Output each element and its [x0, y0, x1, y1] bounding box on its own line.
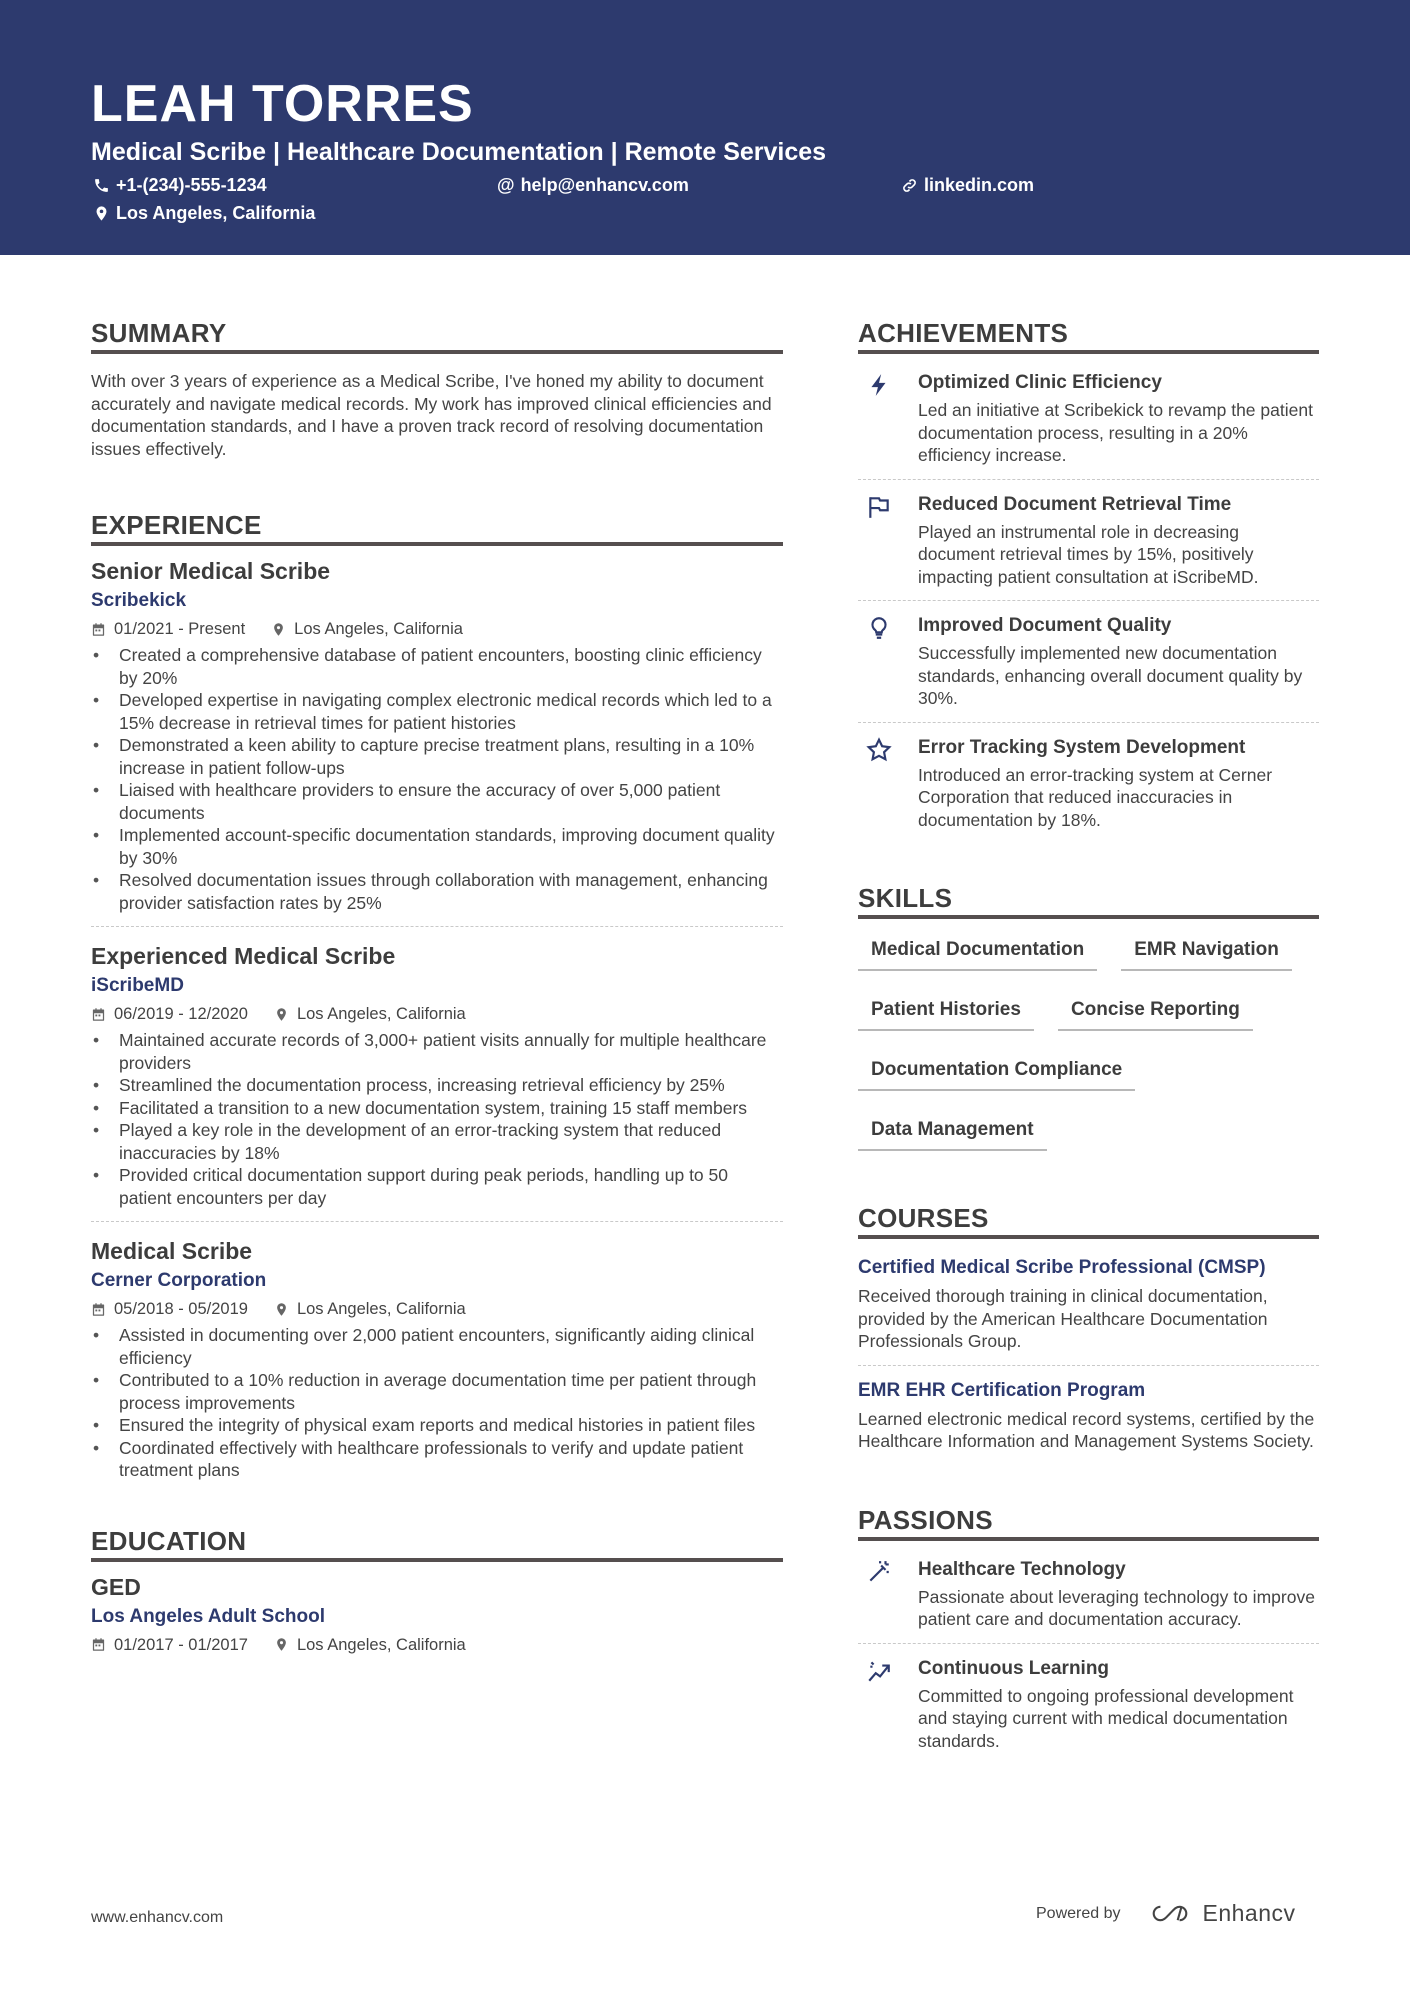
skills-heading: SKILLS	[858, 883, 1319, 919]
job-bullet: • Created a comprehensive database of patient encounters, boosting clinic efficiency by 20%	[91, 644, 783, 689]
course-desc: Received thorough training in clinical documentation, provided by the American Healthcare Documentation Professionals Group.	[858, 1286, 1268, 1351]
courses-section	[858, 1203, 1319, 1465]
magic-wand-icon	[866, 1559, 892, 1585]
location-text: Los Angeles, California	[116, 203, 316, 223]
company-name: iScribeMD	[91, 975, 184, 996]
resume-header	[0, 0, 1410, 255]
course-title: Certified Medical Scribe Professional (CMSP)	[858, 1257, 1266, 1278]
job-bullet: • Facilitated a transition to a new documentation system, training 15 staff members	[91, 1097, 783, 1120]
right-column	[858, 318, 1319, 1764]
growth-icon	[866, 1658, 892, 1684]
skill-tag: Medical Documentation	[858, 929, 1097, 971]
job-location	[274, 1003, 466, 1025]
at-icon: @	[497, 175, 515, 195]
candidate-name: LEAH TORRES	[91, 75, 474, 133]
courses-heading: COURSES	[858, 1203, 1319, 1239]
calendar-icon	[91, 1007, 106, 1022]
footer-website[interactable]: www.enhancv.com	[91, 1909, 224, 1926]
email-text[interactable]: help@enhancv.com	[520, 175, 689, 195]
achievements-section	[858, 318, 1319, 843]
job-bullet: • Liaised with healthcare providers to ensure the accuracy of over 5,000 patient documents	[91, 779, 783, 824]
education-dates: 01/2017 - 01/2017	[114, 1635, 248, 1654]
enhancv-brand-text: Enhancv	[1202, 1900, 1296, 1926]
passions-section	[858, 1505, 1319, 1765]
degree: GED	[91, 1573, 141, 1600]
summary-section	[91, 318, 783, 460]
job-bullet: • Demonstrated a keen ability to capture precise treatment plans, resulting in a 10% increase in patient follow-ups	[91, 734, 783, 779]
job-location-text: Los Angeles, California	[294, 620, 463, 638]
location-pin-icon	[274, 1007, 289, 1022]
enhancv-logo-icon	[1147, 1902, 1193, 1925]
experience-heading: EXPERIENCE	[91, 510, 783, 546]
education-location	[274, 1634, 466, 1656]
job-location	[271, 618, 463, 640]
left-column	[91, 318, 783, 1656]
skills-section	[858, 883, 1319, 1169]
achievements-heading: ACHIEVEMENTS	[858, 318, 1319, 354]
phone-icon	[93, 177, 110, 194]
passion-desc: Passionate about leveraging technology to improve patient care and documentation accuracy.	[918, 1586, 1315, 1629]
job-bullet: • Implemented account-specific documentation standards, improving document quality by 30%	[91, 824, 783, 869]
school-name: Los Angeles Adult School	[91, 1605, 325, 1627]
job-location	[274, 1298, 466, 1320]
company-name: Scribekick	[91, 590, 187, 611]
email-contact[interactable]	[497, 173, 689, 197]
achievement-item	[858, 358, 1319, 480]
link-icon	[901, 177, 918, 194]
linkedin-text[interactable]: linkedin.com	[924, 175, 1035, 195]
linkedin-contact[interactable]	[901, 173, 1034, 197]
job-meta	[91, 618, 783, 640]
course-title: EMR EHR Certification Program	[858, 1379, 1146, 1401]
course-item	[858, 1366, 1319, 1465]
job-bullet: • Assisted in documenting over 2,000 patient encounters, significantly aiding clinical efficiency	[91, 1324, 783, 1369]
job-meta	[91, 1298, 783, 1320]
location-pin-icon	[93, 205, 110, 222]
job-title: Senior Medical Scribe	[91, 558, 331, 584]
skill-tag: Patient Histories	[858, 989, 1034, 1031]
calendar-icon	[91, 1302, 106, 1317]
phone-text: +1-(234)-555-1234	[116, 175, 267, 195]
job-location-text: Los Angeles, California	[296, 1005, 466, 1023]
lightbulb-icon	[866, 615, 892, 641]
education-entry	[91, 1562, 783, 1656]
experience-entry	[91, 1221, 783, 1482]
achievement-desc: Led an initiative at Scribekick to revamp the patient documentation process, resulting in a 20% efficiency increase.	[918, 400, 1313, 465]
education-location-text: Los Angeles, California	[296, 1635, 466, 1654]
passions-heading: PASSIONS	[858, 1505, 1319, 1541]
achievement-title: Improved Document Quality	[918, 615, 1172, 636]
passion-item	[858, 1545, 1319, 1644]
skill-tag: Data Management	[858, 1109, 1047, 1151]
achievement-item	[858, 723, 1319, 844]
experience-section	[91, 510, 783, 1482]
passion-title: Continuous Learning	[918, 1657, 1110, 1679]
course-item	[858, 1243, 1319, 1366]
skills-list	[858, 929, 1319, 1169]
job-bullet: • Developed expertise in navigating complex electronic medical records which led to a 15% decrease in retrieval times for patient histories	[91, 689, 783, 734]
job-dates: 06/2019 - 12/2020	[114, 1005, 248, 1023]
calendar-icon	[91, 1637, 106, 1652]
footer-branding	[1036, 1900, 1296, 1927]
job-meta	[91, 1003, 783, 1025]
skill-tag: EMR Navigation	[1121, 929, 1292, 971]
course-desc: Learned electronic medical record systems, certified by the Healthcare Information and Management Systems Society.	[858, 1408, 1315, 1451]
achievement-item	[858, 480, 1319, 602]
achievement-desc: Successfully implemented new documentation standards, enhancing overall document quality by 30%.	[918, 643, 1303, 708]
company-name: Cerner Corporation	[91, 1270, 267, 1291]
candidate-headline: Medical Scribe | Healthcare Documentation | Remote Services	[91, 138, 827, 166]
education-section	[91, 1526, 783, 1656]
experience-entry	[91, 546, 783, 914]
passion-title: Healthcare Technology	[918, 1558, 1126, 1580]
job-bullets	[91, 1029, 783, 1209]
skill-tag: Documentation Compliance	[858, 1049, 1135, 1091]
location-pin-icon	[274, 1302, 289, 1317]
job-title: Experienced Medical Scribe	[91, 943, 396, 969]
job-bullets	[91, 1324, 783, 1482]
flag-icon	[866, 494, 892, 520]
location-contact	[93, 201, 315, 225]
job-dates: 01/2021 - Present	[114, 620, 246, 638]
job-location-text: Los Angeles, California	[296, 1300, 466, 1318]
education-meta	[91, 1634, 783, 1656]
experience-entry	[91, 926, 783, 1209]
passion-item	[858, 1644, 1319, 1765]
education-heading: EDUCATION	[91, 1526, 783, 1562]
star-icon	[866, 737, 892, 763]
achievement-item	[858, 601, 1319, 723]
achievement-title: Error Tracking System Development	[918, 736, 1246, 758]
bolt-icon	[866, 372, 892, 398]
phone-contact	[93, 173, 267, 197]
achievement-title: Reduced Document Retrieval Time	[918, 493, 1232, 515]
job-bullet: • Streamlined the documentation process, increasing retrieval efficiency by 25%	[91, 1074, 783, 1097]
job-bullet: • Resolved documentation issues through collaboration with management, enhancing provider satisfaction rates by 25%	[91, 869, 783, 914]
job-dates: 05/2018 - 05/2019	[114, 1300, 248, 1318]
achievement-title: Optimized Clinic Efficiency	[918, 372, 1162, 393]
job-bullet: • Provided critical documentation support during peak periods, handling up to 50 patient encounters per day	[91, 1164, 783, 1209]
job-bullet: • Ensured the integrity of physical exam reports and medical histories in patient files	[91, 1414, 783, 1437]
skill-tag: Concise Reporting	[1058, 989, 1253, 1031]
job-bullet: • Coordinated effectively with healthcare professionals to verify and update patient treatment plans	[91, 1437, 783, 1482]
enhancv-logo[interactable]	[1147, 1900, 1296, 1927]
powered-by-text: Powered by	[1036, 1904, 1121, 1922]
job-bullets	[91, 644, 783, 914]
summary-text: With over 3 years of experience as a Medical Scribe, I've honed my ability to document accurately and navigate medical records. My work has improved clinical efficiencies and documentation standards, and I have a proven track record of resolving documentation issues effectively.	[91, 371, 772, 459]
job-title: Medical Scribe	[91, 1238, 253, 1264]
achievement-desc: Introduced an error-tracking system at Cerner Corporation that reduced inaccuracies in documentation by 18%.	[918, 764, 1273, 830]
summary-heading: SUMMARY	[91, 318, 783, 354]
calendar-icon	[91, 622, 106, 637]
job-bullet: • Played a key role in the development of an error-tracking system that reduced inaccuracies by 18%	[91, 1119, 783, 1164]
job-bullet: • Contributed to a 10% reduction in average documentation time per patient through process improvements	[91, 1369, 783, 1414]
passion-desc: Committed to ongoing professional development and staying current with medical documentation standards.	[918, 1685, 1294, 1751]
achievement-desc: Played an instrumental role in decreasing document retrieval times by 15%, positively impacting patient consultation at iScribeMD.	[918, 521, 1259, 587]
location-pin-icon	[274, 1637, 289, 1652]
location-pin-icon	[271, 622, 286, 637]
job-bullet: • Maintained accurate records of 3,000+ patient visits annually for multiple healthcare providers	[91, 1029, 783, 1074]
